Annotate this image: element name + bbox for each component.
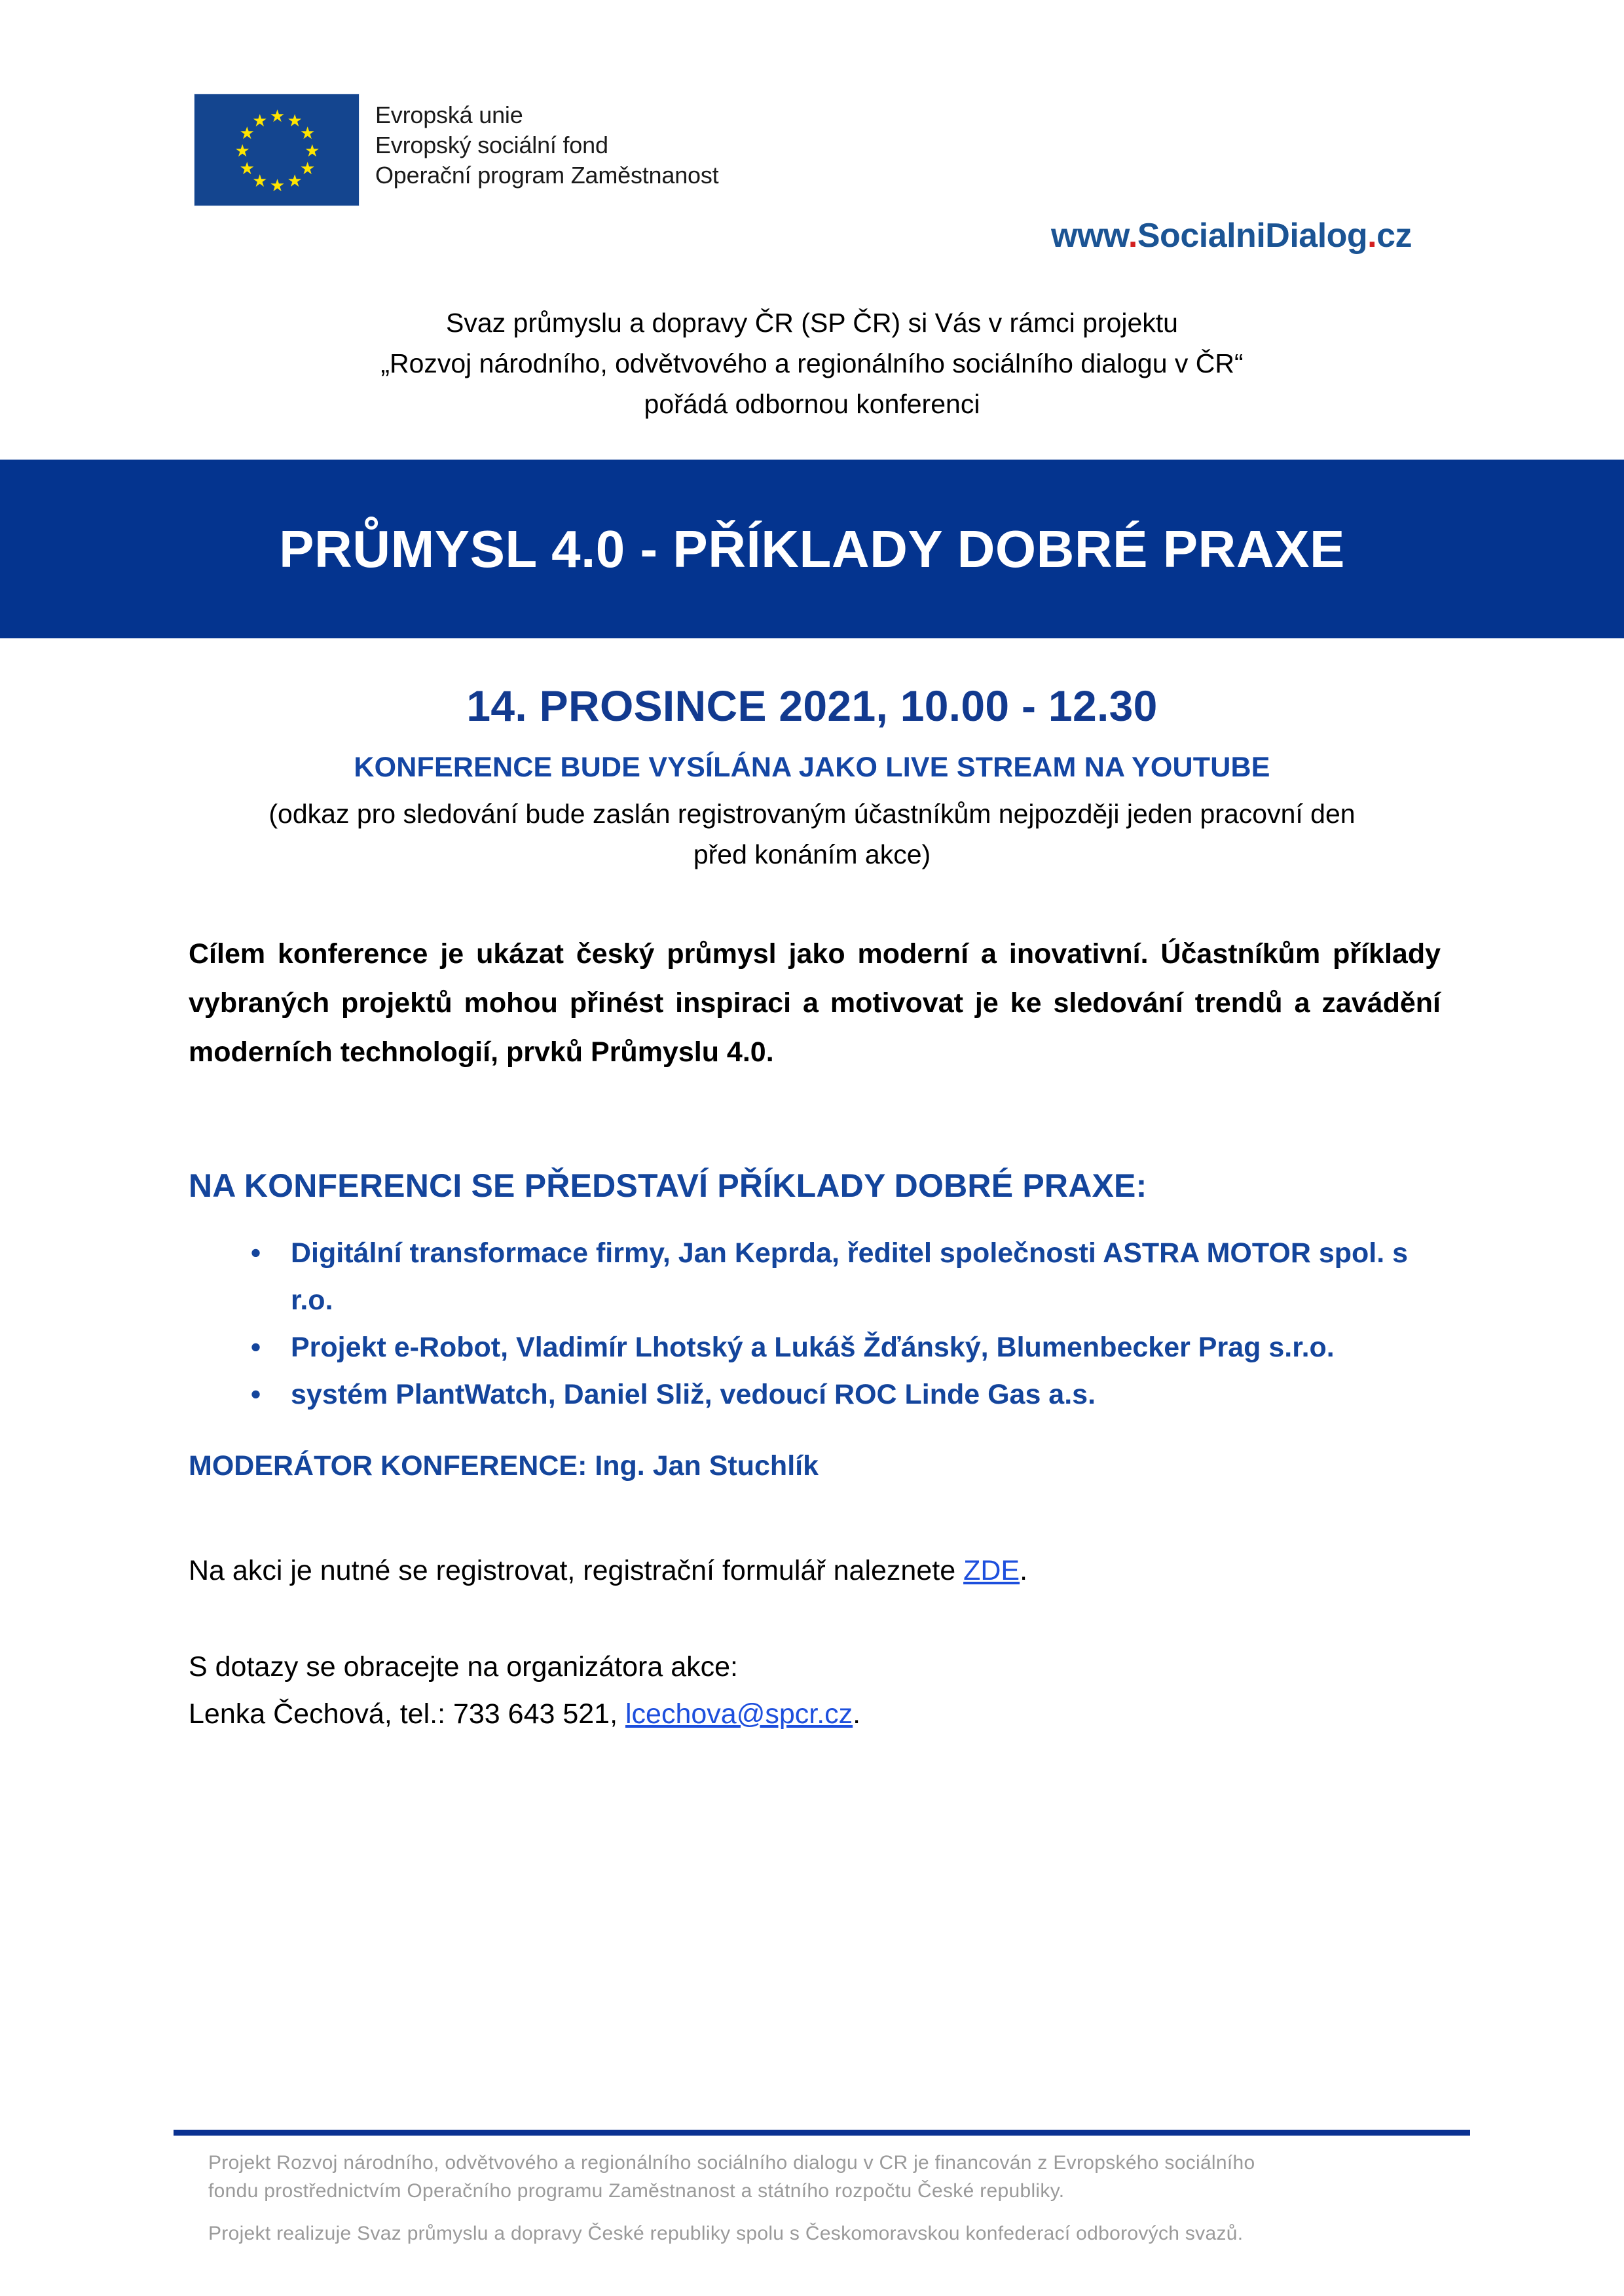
intro-line-3: pořádá odbornou konferenci (644, 389, 980, 419)
registration-suffix: . (1020, 1555, 1028, 1586)
eu-line-1: Evropská unie (375, 101, 523, 128)
eu-line-3: Operační program Zaměstnanost (375, 162, 719, 189)
title-banner (0, 460, 1624, 638)
intro-line-2: „Rozvoj národního, odvětvového a regionálního sociálního dialogu v ČR“ (380, 348, 1244, 378)
list-item (189, 1371, 1441, 1418)
examples-heading: NA KONFERENCI SE PŘEDSTAVÍ PŘÍKLADY DOBRÉ PRAXE: (189, 1167, 1147, 1204)
logo-dot-1: . (1128, 217, 1137, 255)
list-item (189, 1230, 1441, 1324)
intro-block (157, 302, 1467, 424)
bullet-icon: • (251, 1332, 261, 1363)
registration-prefix: Na akci je nutné se registrovat, registrační formulář naleznete (189, 1555, 964, 1586)
socialni-dialog-logo[interactable] (1051, 216, 1412, 255)
intro-line-1: Svaz průmyslu a dopravy ČR (SP ČR) si Vás v rámci projektu (446, 308, 1178, 338)
live-stream-notice: KONFERENCE BUDE VYSÍLÁNA JAKO LIVE STREAM NA YOUTUBE (354, 752, 1270, 783)
logo-dot-2: . (1367, 217, 1377, 255)
list-item-label: systém PlantWatch, Daniel Sliž, vedoucí ROC Linde Gas a.s. (291, 1379, 1096, 1410)
conference-goal-paragraph: Cílem konference je ukázat český průmysl jako moderní a inovativní. Účastníkům příklady vybraných projektů mohou přinést inspiraci a motivovat je ke sledování trendů a zavádění moderních technologií, prvků Průmyslu 4.0. (189, 938, 1441, 1068)
eu-line-2: Evropský sociální fond (375, 132, 608, 158)
conference-title: PRŮMYSL 4.0 - PŘÍKLADY DOBRÉ PRAXE (279, 519, 1345, 578)
event-date-time: 14. PROSINCE 2021, 10.00 - 12.30 (466, 682, 1158, 730)
list-item (189, 1324, 1441, 1371)
contact-name-phone: Lenka Čechová, tel.: 733 643 521, (189, 1698, 625, 1730)
contact-intro: S dotazy se obracejte na organizátora akce: (189, 1651, 739, 1683)
bullet-icon: • (251, 1379, 261, 1410)
list-item-label: Projekt e-Robot, Vladimír Lhotský a Lukáš Žďánský, Blumenbecker Prag s.r.o. (291, 1332, 1335, 1363)
registration-line (189, 1550, 1027, 1591)
eu-logo-text (375, 100, 718, 191)
bullet-icon: • (251, 1237, 261, 1269)
document-header (0, 85, 1624, 255)
examples-list (189, 1230, 1441, 1418)
stream-note-line-1: (odkaz pro sledování bude zaslán registrovaným účastníkům nejpozději jeden pracovní den (268, 799, 1356, 829)
footer-line-2: fondu prostřednictvím Operačního programu Zaměstnanost a státního rozpočtu České republiky. (208, 2180, 1065, 2202)
contact-details (189, 1690, 860, 1738)
registration-link[interactable]: ZDE (963, 1555, 1020, 1586)
contact-block (189, 1643, 860, 1738)
logo-name: SocialniDialog (1137, 217, 1368, 255)
stream-note (170, 793, 1454, 875)
contact-email-link[interactable]: lcechova@spcr.cz (625, 1698, 853, 1730)
moderator-line: MODERÁTOR KONFERENCE: Ing. Jan Stuchlík (189, 1450, 819, 1482)
stream-note-line-2: před konáním akce) (693, 839, 931, 869)
contact-period: . (853, 1698, 861, 1730)
eu-flag-icon (194, 94, 360, 206)
logo-www: www (1051, 217, 1128, 255)
list-item-label: Digitální transformace firmy, Jan Keprda, ředitel společnosti ASTRA MOTOR spol. s r.o. (291, 1237, 1409, 1316)
eu-logo (194, 94, 718, 206)
footer-line-1: Projekt Rozvoj národního, odvětvového a regionálního sociálního dialogu v CR je financován z Evropského sociálního (208, 2152, 1255, 2174)
logo-tld: cz (1376, 217, 1412, 255)
footer-line-3: Projekt realizuje Svaz průmyslu a dopravy České republiky spolu s Českomoravskou konfederací odborových svazů. (208, 2223, 1244, 2244)
footer-divider (174, 2130, 1470, 2136)
footer-text (208, 2149, 1452, 2248)
